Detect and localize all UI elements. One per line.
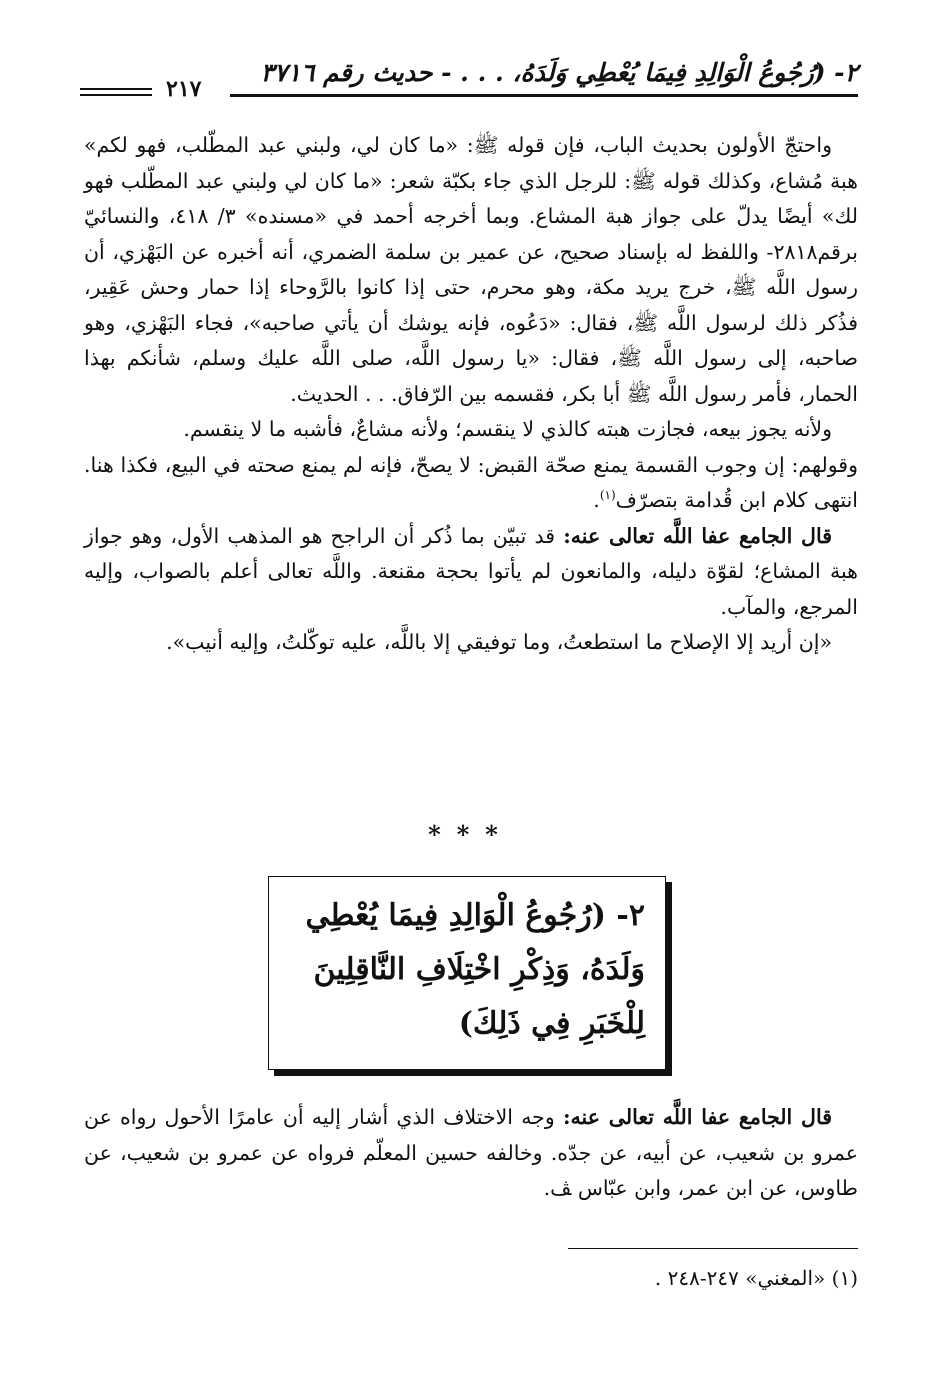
paragraph-6 — [84, 1100, 858, 1207]
header-title: ٢- (رُجُوعُ الْوَالِدِ فِيمَا يُعْطِي وَلَدَهُ، . . . - حديث رقم ٣٧١٦ — [260, 58, 858, 87]
header-double-rule — [80, 88, 152, 100]
paragraph-3: وقولهم: إن وجوب القسمة يمنع صحّة القبض: لا يصحّ، فإنه لم يمنع صحته في البيع، فكذا هنا. انتهى كلام ابن قُدامة بتصرّف$^{(١)}$. — [84, 452, 858, 512]
running-header — [80, 58, 858, 102]
footnote: (١) «المغني» ٢٤٧-٢٤٨ . — [654, 1266, 858, 1290]
chapter-heading-box — [268, 876, 666, 1070]
second-text — [84, 1100, 858, 1207]
footnote-rule — [568, 1248, 858, 1249]
footnote-ref: (١) — [599, 488, 616, 503]
paragraph-2: ولأنه يجوز بيعه، فجازت هبته كالذي لا ينقسم؛ ولأنه مشاعٌ، فأشبه ما لا ينقسم. — [183, 417, 832, 441]
header-rule — [230, 94, 858, 97]
paragraph-1: واحتجّ الأولون بحديث الباب، فإن قوله ﷺ: «ما كان لي، ولبني عبد المطّلب، فهو لكم» هبة مُشاع، وكذلك قوله ﷺ: للرجل الذي جاء بكبّة شعر: «ما كان لي ولبني عبد المطّلب فهو لك» أيضًا يدلّ على جواز هبة المشاع. وبما أخرجه أحمد في «مسنده» ٣/ ٤١٨، والنسائيّ برقم٢٨١٨- واللفظ له بإسناد صحيح، عن عمير بن سلمة الضمري، أنه أخبره عن البَهْزي، أن رسول اللَّه ﷺ، خرج يريد مكة، وهو محرم، حتى إذا كانوا بالرَّوحاء إذا حمار وحش عَقِير، فذُكر ذلك لرسول اللَّه ﷺ، فقال: «دَعُوه، فإنه يوشك أن يأتي صاحبه»، فجاء البَهْزي، وهو صاحبه، إلى رسول اللَّه ﷺ، فقال: «يا رسول اللَّه، صلى اللَّه عليك وسلم، شأنكم بهذا الحمار، فأمر رسول اللَّه ﷺ أبا بكر، فقسمه بين الرّفاق. . . الحديث. — [84, 133, 858, 406]
page-number: ٢١٧ — [166, 76, 202, 102]
paragraph-4-text: قد تبيّن بما ذُكر أن الراجح هو المذهب الأول، وهو جواز هبة المشاع؛ لقوّة دليله، والمانعون لم يأتوا بحجة مقنعة. واللَّه تعالى أعلم بالصواب، وإليه المرجع، والمآب. — [84, 523, 858, 619]
paragraph-6-lead: قال الجامع عفا اللَّه تعالى عنه: — [562, 1105, 832, 1129]
paragraph-4 — [84, 519, 858, 626]
chapter-heading: ٢- (رُجُوعُ الْوَالِدِ فِيمَا يُعْطِي وَلَدَهُ، وَذِكْرِ اخْتِلَافِ النَّاقِلِينَ لِلْخَبَرِ فِي ذَلِكَ) — [305, 898, 645, 1041]
paragraph-6-text: وجه الاختلاف الذي أشار إليه أن عامرًا الأحول رواه عن عمرو بن شعيب، عن أبيه، عن جدّه. وخالفه حسين المعلّم فرواه عن عمرو بن شعيب، عن طاوس، عن ابن عمر، وابن عبّاس ﭫ. — [84, 1105, 858, 1200]
paragraph-3-text: وقولهم: إن وجوب القسمة يمنع صحّة القبض: لا يصحّ، فإنه لم يمنع صحته في البيع، فكذا هنا. انتهى كلام ابن قُدامة بتصرّف — [84, 452, 858, 512]
paragraph-5: «إن أريد إلا الإصلاح ما استطعتُ، وما توفيقي إلا باللَّه، عليه توكّلتُ، وإليه أنيب». — [166, 630, 832, 654]
section-separator: *** — [428, 820, 514, 849]
paragraph-4-lead: قال الجامع عفا اللَّه تعالى عنه: — [563, 523, 832, 548]
main-text — [84, 128, 858, 661]
